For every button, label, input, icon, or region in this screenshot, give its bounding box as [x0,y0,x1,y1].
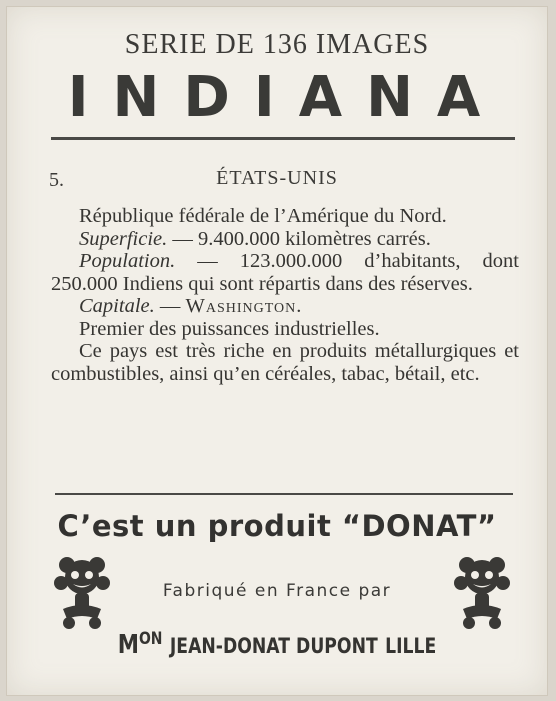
superficie-paragraph [51,228,519,251]
maker-line [56,629,499,660]
divider-middle [55,493,513,495]
series-heading: SERIE DE 136 IMAGES [124,29,430,60]
maker-name: JEAN-DONAT DUPONT [169,634,378,658]
capitale-label: Capitale. [79,295,155,317]
products-paragraph: Ce pays est très riche en produits métallurgiques et combustibles, ainsi qu’en céréales, tabac, bétail, etc. [51,340,519,385]
population-label: Population. [79,250,176,272]
country-heading: ÉTATS-UNIS [216,167,338,189]
divider-top [51,137,515,140]
industry-paragraph: Premier des puissances industrielles. [79,317,380,340]
donat-mascot-icon [449,553,515,631]
population-paragraph [51,250,519,295]
capitale-value: Washington. [185,295,303,317]
card-number: 5. [49,169,64,191]
maker-prefix-on: ON [138,629,163,649]
card-description [51,205,519,385]
intro-paragraph: République fédérale de l’Amérique du Nord. [79,205,447,227]
maker-prefix-m: M [117,630,139,660]
superficie-label: Superficie. [79,227,168,250]
card-title: INDIANA [67,65,505,130]
capitale-paragraph [51,295,519,318]
capitale-sep: — [154,295,186,317]
population-text: — 123.000.000 d’habitants, dont 250.000 Indiens qui sont répartis dans des réserves. [51,250,519,295]
produit-slogan: C’est un produit “DONAT” [57,509,497,543]
superficie-text: — 9.400.000 kilomètres carrés. [167,227,431,250]
fabrique-line: Fabriqué en France par [162,581,392,601]
maker-city: LILLE [385,634,437,658]
trading-card [6,6,548,696]
